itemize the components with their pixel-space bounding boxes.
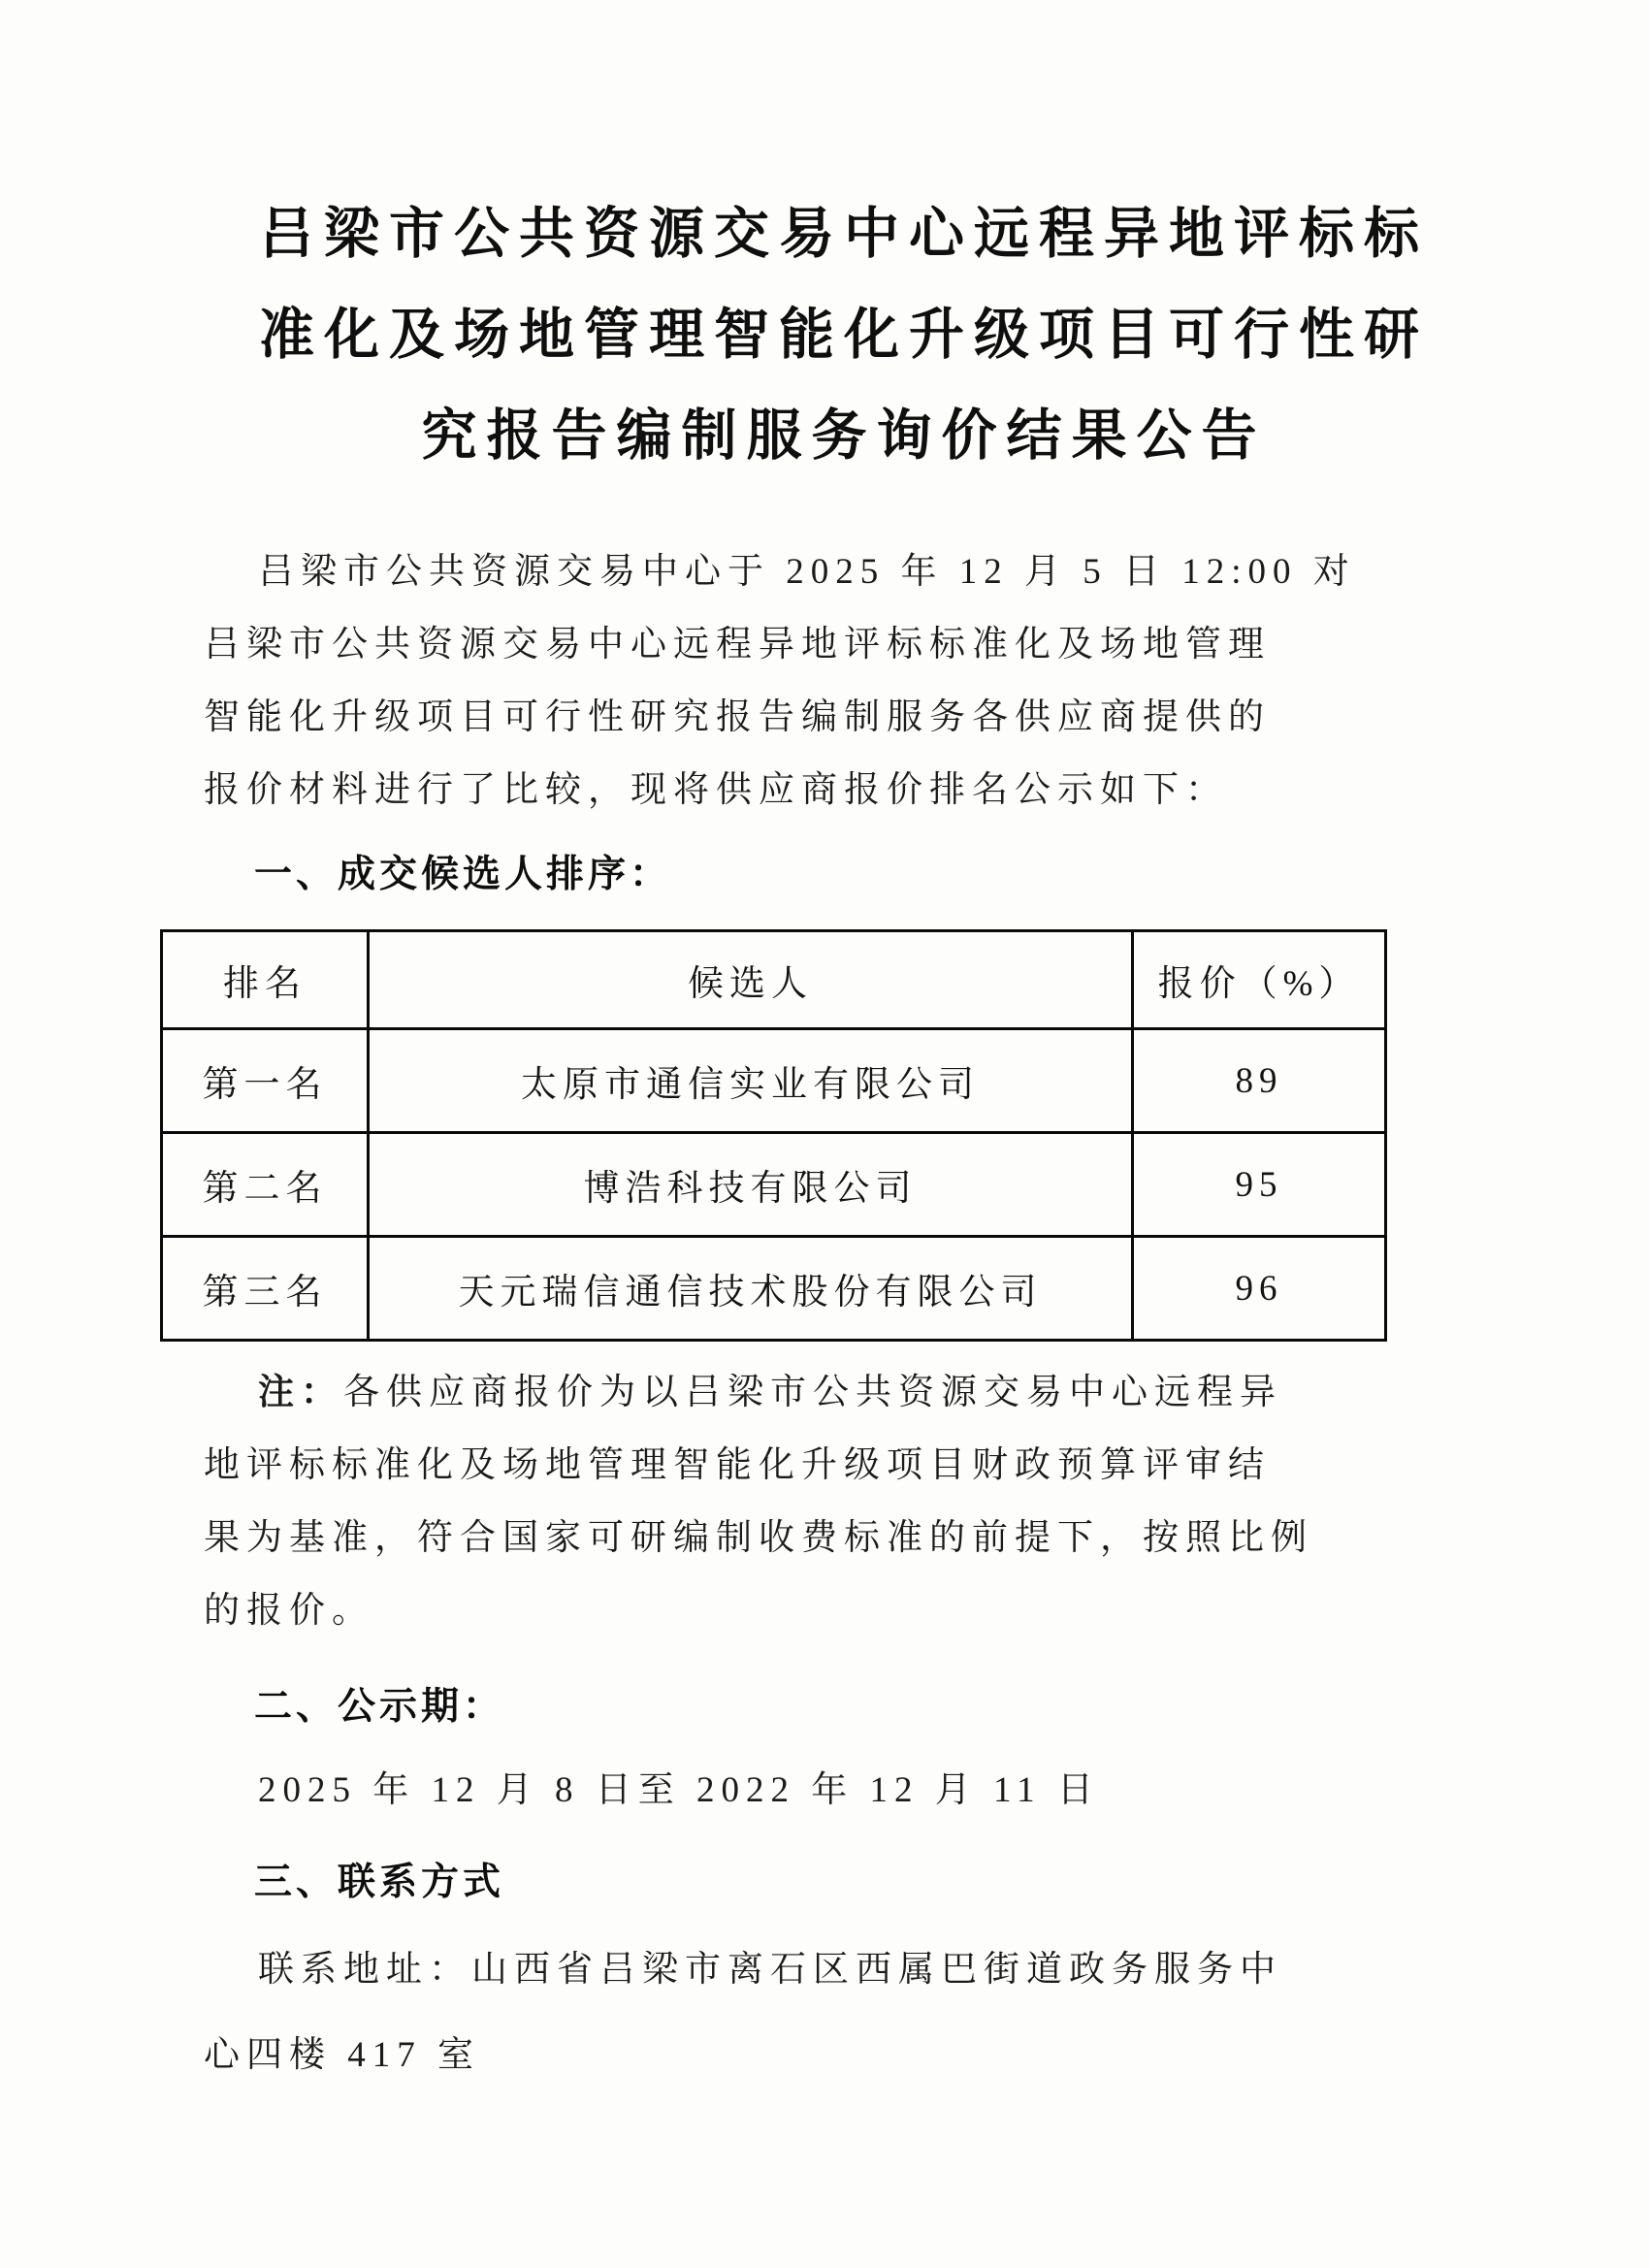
paragraph-line <box>204 1355 1484 1429</box>
quote-cell: 89 <box>1133 1029 1386 1133</box>
paragraph-line: 心四楼 417 室 <box>204 2035 480 2075</box>
section3-heading: 三、联系方式 <box>254 1862 505 1903</box>
document-title <box>204 184 1484 487</box>
title-line: 吕梁市公共资源交易中心远程异地评标标 <box>259 204 1429 265</box>
intro-paragraph <box>204 535 1484 826</box>
table-row <box>162 1029 1386 1133</box>
quote-cell: 95 <box>1133 1133 1386 1237</box>
paragraph-line: 的报价。 <box>204 1591 374 1631</box>
paragraph-line: 吕梁市公共资源交易中心于 2025 年 12 月 5 日 12:00 对 <box>258 552 1356 592</box>
rank-cell: 第三名 <box>162 1237 369 1341</box>
paragraph-line: 吕梁市公共资源交易中心远程异地评标标准化及场地管理 <box>204 625 1271 664</box>
rank-cell: 第一名 <box>162 1029 369 1133</box>
publicity-period: 2025 年 12 月 8 日至 2022 年 12 月 11 日 <box>258 1770 1100 1810</box>
candidate-cell: 博浩科技有限公司 <box>369 1133 1133 1237</box>
candidate-cell: 太原市通信实业有限公司 <box>369 1029 1133 1133</box>
title-line: 准化及场地管理智能化升级项目可行性研 <box>259 305 1429 366</box>
column-header-rank: 排名 <box>162 931 369 1029</box>
quote-cell: 96 <box>1133 1237 1386 1341</box>
paragraph-line: 果为基准，符合国家可研编制收费标准的前提下，按照比例 <box>204 1518 1313 1558</box>
column-header-quote: 报价（%） <box>1133 931 1386 1029</box>
table-row <box>162 1133 1386 1237</box>
table-header-row <box>162 931 1386 1029</box>
column-header-candidate: 候选人 <box>369 931 1133 1029</box>
table-row <box>162 1237 1386 1341</box>
contact-address <box>204 1928 1484 2098</box>
section1-heading: 一、成交候选人排序： <box>254 854 672 895</box>
rank-cell: 第二名 <box>162 1133 369 1237</box>
paragraph-line: 地评标标准化及场地管理智能化升级项目财政预算评审结 <box>204 1445 1271 1485</box>
note-text: 各供应商报价为以吕梁市公共资源交易中心远程异 <box>343 1373 1282 1412</box>
paragraph-line: 报价材料进行了比较，现将供应商报价排名公示如下： <box>204 770 1228 810</box>
candidate-cell: 天元瑞信通信技术股份有限公司 <box>369 1237 1133 1341</box>
title-line: 究报告编制服务询价结果公告 <box>421 405 1267 467</box>
paragraph-line: 智能化升级项目可行性研究报告编制服务各供应商提供的 <box>204 697 1271 737</box>
section2-heading: 二、公示期： <box>254 1686 505 1728</box>
note-label: 注： <box>258 1372 343 1411</box>
candidate-ranking-table <box>160 929 1387 1342</box>
paragraph-line: 联系地址：山西省吕梁市离石区西属巴街道政务服务中 <box>258 1950 1282 1990</box>
note-paragraph <box>204 1355 1484 1647</box>
